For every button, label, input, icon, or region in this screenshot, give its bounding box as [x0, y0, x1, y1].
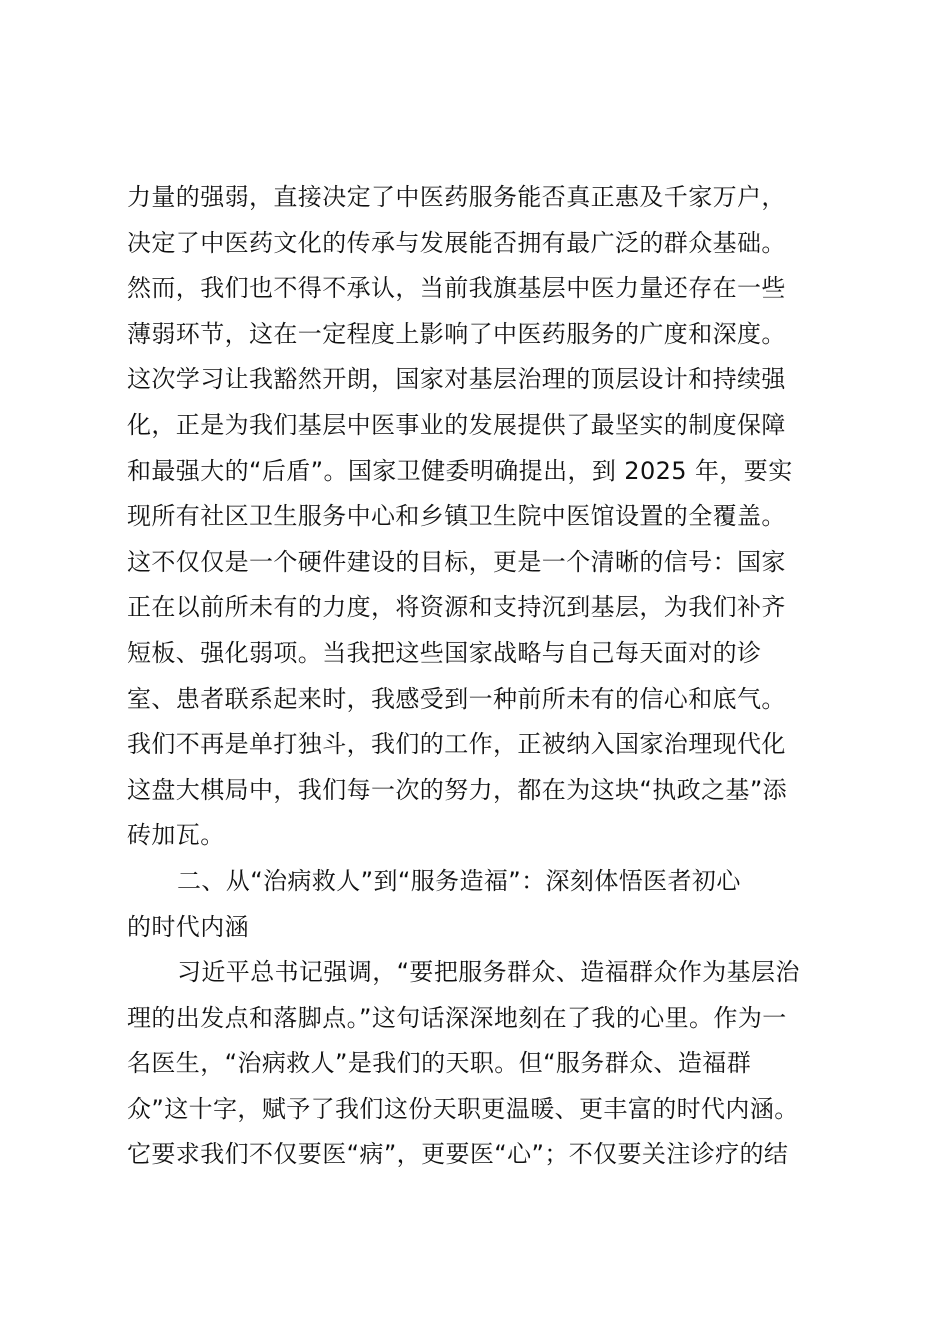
- section-heading-line: 二、从“治病救人”到“服务造福”：深刻体悟医者初心: [177, 866, 741, 895]
- text-line: 室、患者联系起来时，我感受到一种前所未有的信心和底气。: [127, 684, 786, 713]
- text-line: 它要求我们不仅要医“病”，更要医“心”；不仅要关注诊疗的结: [127, 1140, 789, 1169]
- text-line: 然而，我们也不得不承认，当前我旗基层中医力量还存在一些: [127, 274, 786, 303]
- text-line: 力量的强弱，直接决定了中医药服务能否真正惠及千家万户，: [127, 183, 786, 211]
- text-line: 和最强大的“后盾”。国家卫健委明确提出，到 2025 年，要实: [127, 456, 793, 485]
- text-line: 化，正是为我们基层中医事业的发展提供了最坚实的制度保障: [127, 410, 786, 439]
- text-line: 这盘大棋局中，我们每一次的努力，都在为这块“执政之基”添: [127, 775, 788, 804]
- text-line: 众”这十字，赋予了我们这份天职更温暖、更丰富的时代内涵。: [127, 1094, 799, 1123]
- text-line: 理的出发点和落脚点。”这句话深深地刻在了我的心里。作为一: [127, 1003, 787, 1032]
- section-heading-line: 的时代内涵: [127, 912, 249, 941]
- text-line: 我们不再是单打独斗，我们的工作，正被纳入国家治理现代化: [127, 730, 786, 759]
- document-body: [127, 175, 827, 1178]
- text-line: 这次学习让我豁然开朗，国家对基层治理的顶层设计和持续强: [127, 365, 786, 394]
- text-line: 决定了中医药文化的传承与发展能否拥有最广泛的群众基础。: [127, 228, 786, 257]
- text-line: 习近平总书记强调，“要把服务群众、造福群众作为基层治: [177, 958, 800, 987]
- text-line: 正在以前所未有的力度，将资源和支持沉到基层，为我们补齐: [127, 593, 786, 622]
- text-line: 这不仅仅是一个硬件建设的目标，更是一个清晰的信号：国家: [127, 547, 786, 576]
- text-line: 薄弱环节，这在一定程度上影响了中医药服务的广度和深度。: [127, 319, 786, 348]
- text-line: 名医生，“治病救人”是我们的天职。但“服务群众、造福群: [127, 1049, 752, 1078]
- text-line: 现所有社区卫生服务中心和乡镇卫生院中医馆设置的全覆盖。: [127, 502, 786, 531]
- text-line: 短板、强化弱项。当我把这些国家战略与自己每天面对的诊: [127, 638, 762, 667]
- text-line: 砖加瓦。: [127, 821, 225, 850]
